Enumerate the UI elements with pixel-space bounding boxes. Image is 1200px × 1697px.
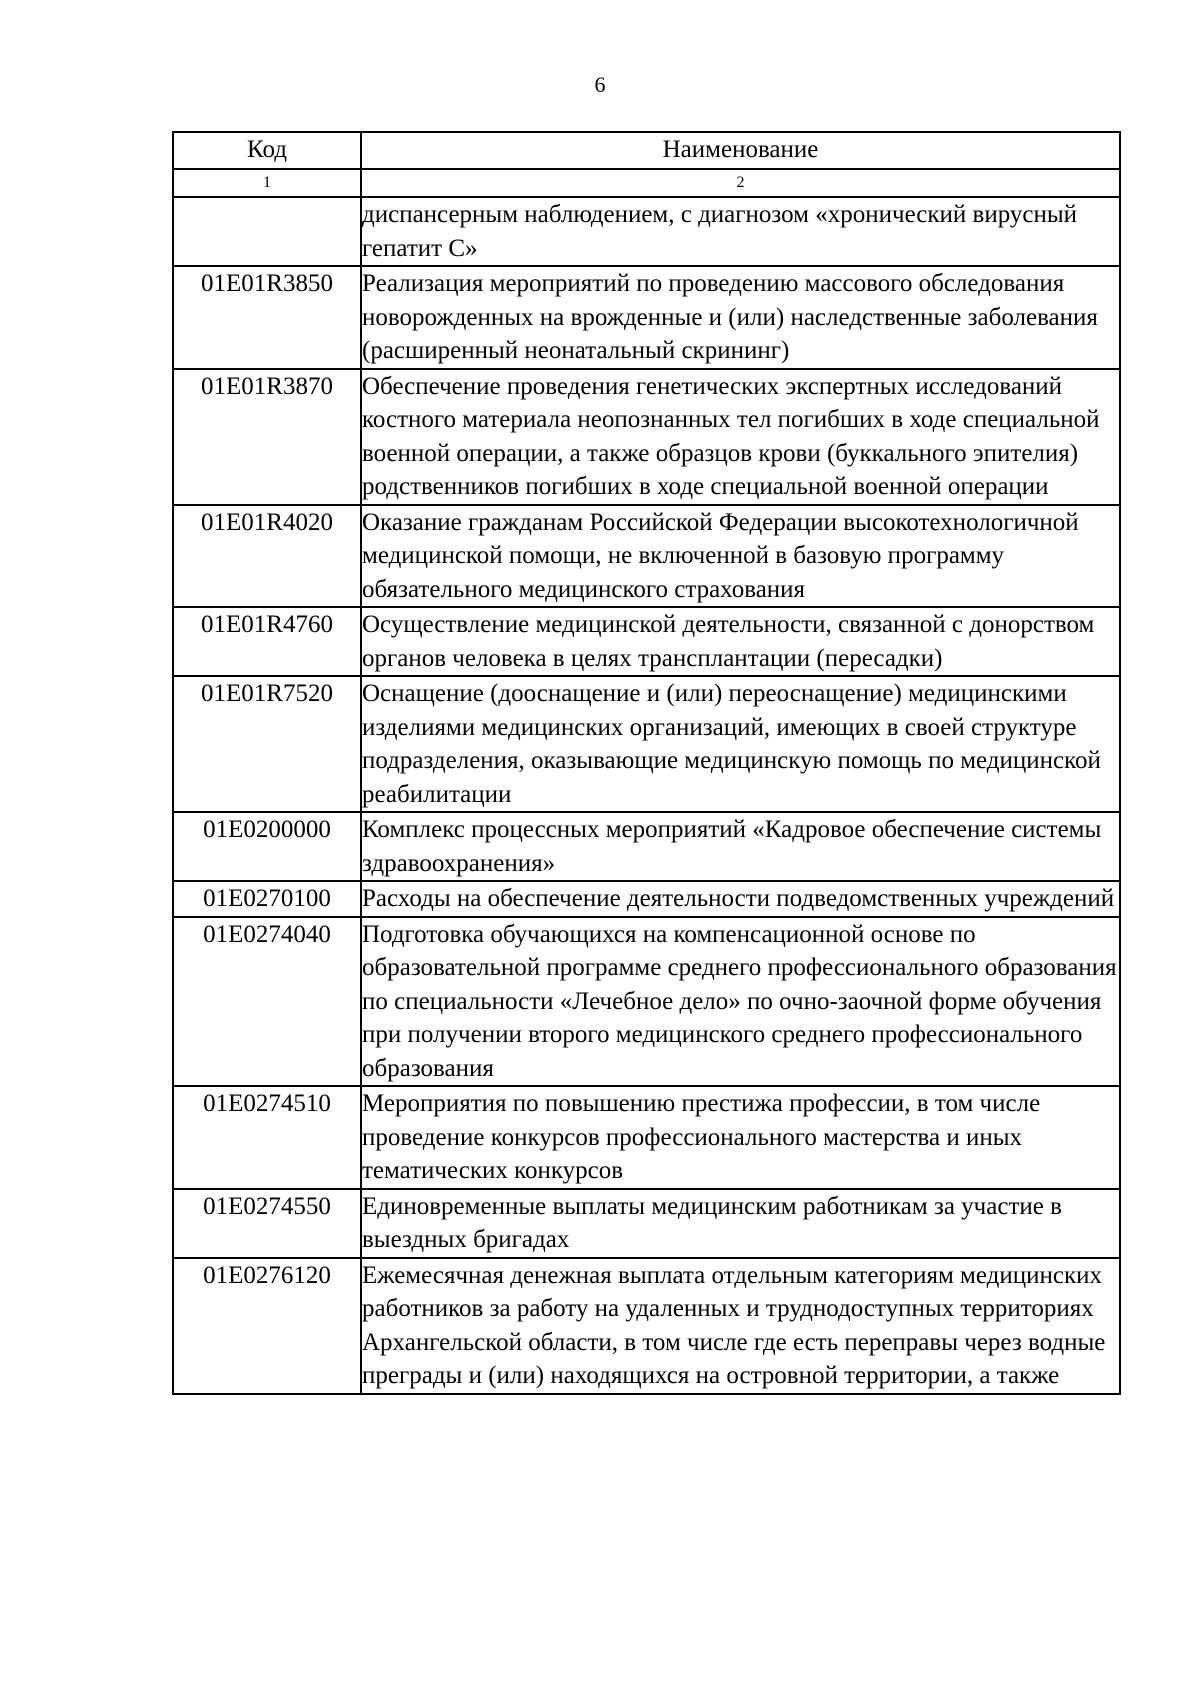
- row-code: [173, 197, 361, 266]
- table-row: [173, 607, 1120, 676]
- row-name: Единовременные выплаты медицинским работникам за участие в выездных бригадах: [361, 1189, 1120, 1258]
- row-code: 01E0270100: [173, 881, 361, 917]
- row-code: 01E0274040: [173, 917, 361, 1087]
- row-code: 01E01R7520: [173, 676, 361, 812]
- header-name: Наименование: [361, 132, 1120, 169]
- column-number-row: [173, 169, 1120, 197]
- page-number: 6: [594, 72, 606, 97]
- row-name: Обеспечение проведения генетических экспертных исследований костного материала неопознанных тел погибших в ходе специальной военной операции, а также образцов крови (буккального эпителия) родственников погибших в ходе специальной военной операции: [361, 369, 1120, 505]
- row-name: Подготовка обучающихся на компенсационной основе по образовательной программе среднего профессионального образования по специальности «Лечебное дело» по очно-заочной форме обучения при получении второго медицинского среднего профессионального образования: [361, 917, 1120, 1087]
- row-name: Ежемесячная денежная выплата отдельным категориям медицинских работников за работу на удаленных и труднодоступных территориях Архангельской области, в том числе где есть переправы через водные преграды и (или) находящихся на островной территории, а также: [361, 1258, 1120, 1394]
- row-code: 01E01R3870: [173, 369, 361, 505]
- row-code: 01E01R3850: [173, 266, 361, 369]
- header-code: Код: [173, 132, 361, 169]
- table-row: [173, 369, 1120, 505]
- row-code: 01E01R4760: [173, 607, 361, 676]
- row-name: диспансерным наблюдением, с диагнозом «хронический вирусный гепатит С»: [361, 197, 1120, 266]
- row-code: 01E0274550: [173, 1189, 361, 1258]
- row-name: Реализация мероприятий по проведению массового обследования новорожденных на врожденные и (или) наследственные заболевания (расширенный неонатальный скрининг): [361, 266, 1120, 369]
- table-row: [173, 917, 1120, 1087]
- table-row: [173, 812, 1120, 881]
- table-row: [173, 1086, 1120, 1189]
- row-name: Оказание гражданам Российской Федерации высокотехнологичной медицинской помощи, не включенной в базовую программу обязательного медицинского страхования: [361, 505, 1120, 608]
- table-row: [173, 1189, 1120, 1258]
- column-number-name: 2: [361, 169, 1120, 197]
- table-row: [173, 505, 1120, 608]
- table-row: [173, 1258, 1120, 1394]
- row-name: Комплекс процессных мероприятий «Кадровое обеспечение системы здравоохранения»: [361, 812, 1120, 881]
- table-row: [173, 197, 1120, 266]
- row-name: Мероприятия по повышению престижа профессии, в том числе проведение конкурсов профессионального мастерства и иных тематических конкурсов: [361, 1086, 1120, 1189]
- table-row: [173, 266, 1120, 369]
- row-code: 01E0276120: [173, 1258, 361, 1394]
- table-row: [173, 881, 1120, 917]
- budget-codes-table: [172, 131, 1121, 1395]
- row-code: 01E01R4020: [173, 505, 361, 608]
- row-name: Расходы на обеспечение деятельности подведомственных учреждений: [361, 881, 1120, 917]
- column-number-code: 1: [173, 169, 361, 197]
- row-code: 01E0274510: [173, 1086, 361, 1189]
- table-header-row: [173, 132, 1120, 169]
- table-row: [173, 676, 1120, 812]
- row-code: 01E0200000: [173, 812, 361, 881]
- row-name: Осуществление медицинской деятельности, связанной с донорством органов человека в целях трансплантации (пересадки): [361, 607, 1120, 676]
- row-name: Оснащение (дооснащение и (или) переоснащение) медицинскими изделиями медицинских организаций, имеющих в своей структуре подразделения, оказывающие медицинскую помощь по медицинской реабилитации: [361, 676, 1120, 812]
